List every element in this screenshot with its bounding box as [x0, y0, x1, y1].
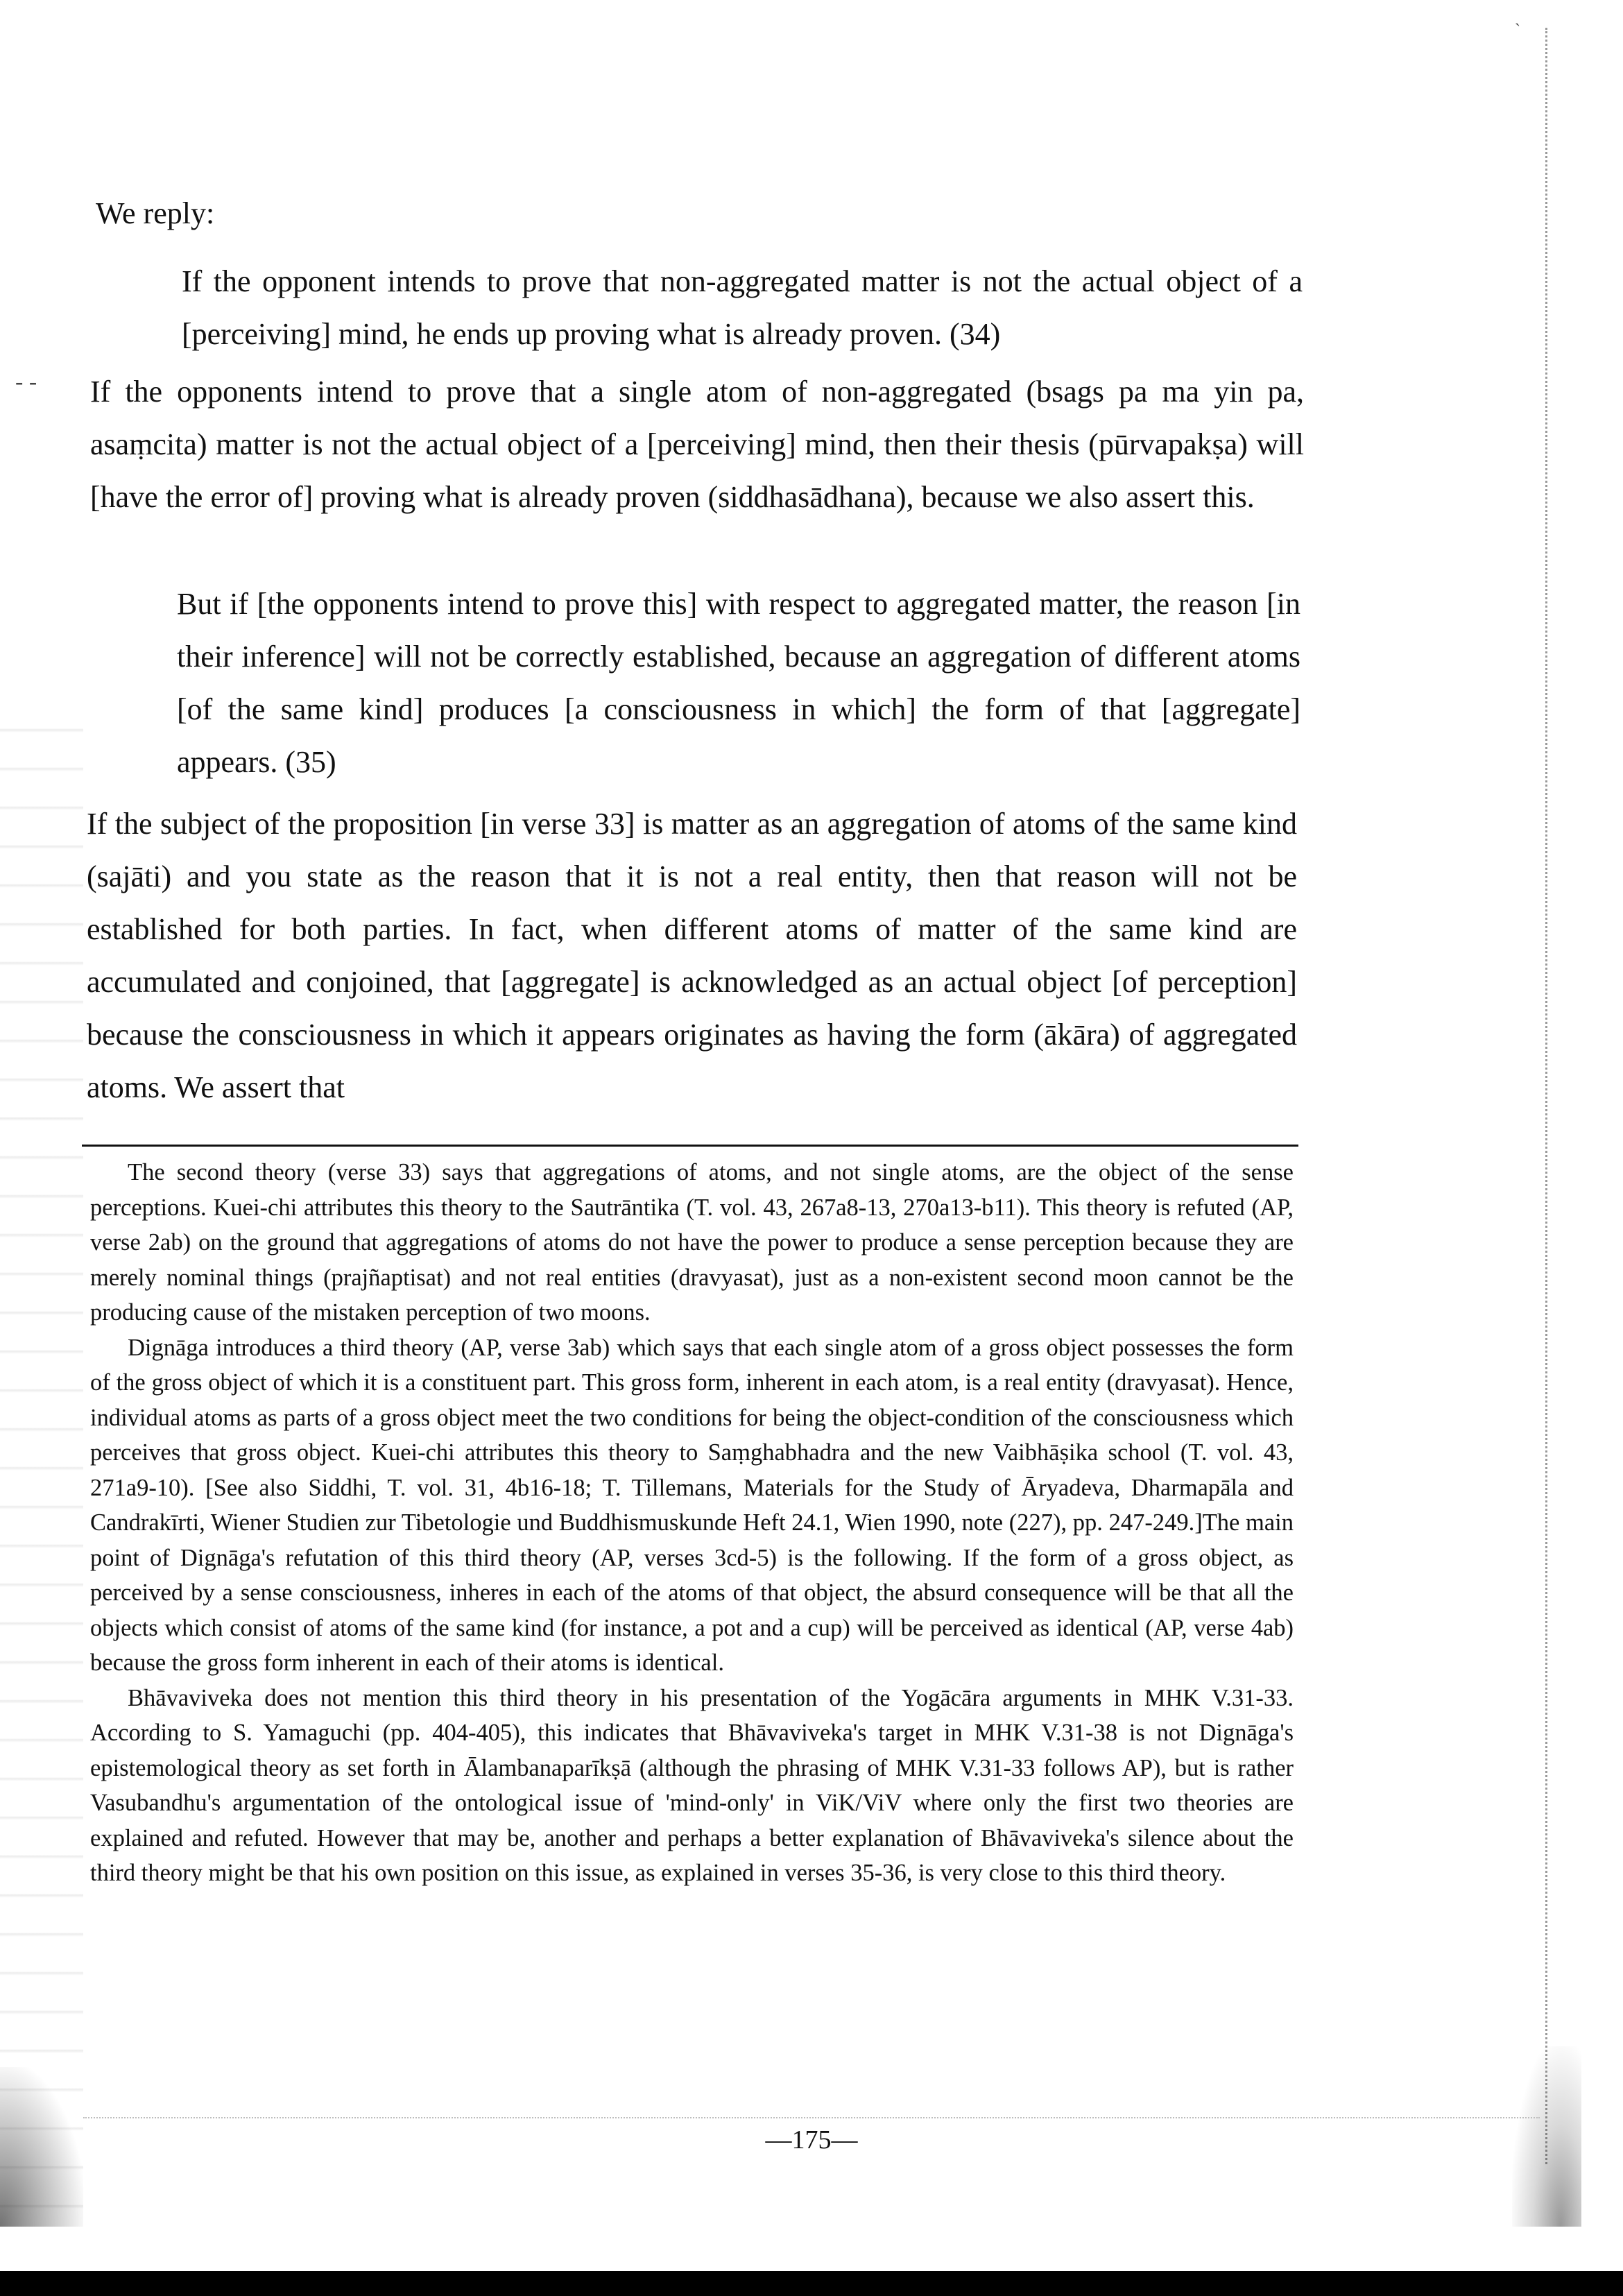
scan-dotted-line — [83, 2117, 1540, 2118]
verse-34: If the opponent intends to prove that non-aggregated matter is not the actual object of a [perceiving] mind, he ends up proving what is already proven. (34) — [182, 264, 1303, 351]
footnote-paragraph: Dignāga introduces a third theory (AP, verse 3ab) which says that each single atom of a gross object possesses the form of the gross object of which it is a constituent part. This gross form, inherent in each atom, is a real entity (dravyasat). Hence, individual atoms as parts of a gross object meet the two conditions for being the object-condition of the consciousness which perceives that gross object. Kuei-chi attributes this theory to Saṃghabhadra and the new Vaibhāṣika school (T. vol. 43, 271a9-10). [See also Siddhi, T. vol. 31, 4b16-18; T. Tillemans, Materials for the Study of Āryadeva, Dharmapāla and Candrakīrti, Wiener Studien zur Tibetologie und Buddhismuskunde Heft 24.1, Wien 1990, note (227), pp. 247-249.]The main point of Dignāga's refutation of this third theory (AP, verses 3cd-5) is the following. If the form of a gross object, as perceived by a sense consciousness, inheres in each of the atoms of that object, the absurd consequence will be that all the objects which consist of atoms of the same kind (for instance, a pot and a cup) will be perceived as identical (AP, verse 4ab) because the gross form inherent in each of their atoms is identical. — [90, 1334, 1294, 1676]
page-number: —175— — [765, 2125, 858, 2154]
commentary-35: If the subject of the proposition [in verse 33] is matter as an aggregation of atoms of the same kind (sajāti) and you state as the reason that it is not a real entity, then that reason will not be established for both parties. In fact, when different atoms of matter of the same kind are accumulated and conjoined, that [aggregate] is acknowledged as an actual object [of perception] because the consciousness in which it appears originates as having the form (ākāra) of aggregated atoms. We assert that — [87, 807, 1297, 1104]
footnote-separator-rule — [82, 1145, 1298, 1147]
reply-heading: We reply: — [96, 196, 215, 230]
scan-edge-artifact-left — [0, 694, 83, 2220]
footnote-paragraph: The second theory (verse 33) says that aggregations of atoms, and not single atoms, are the object of the sense perceptions. Kuei-chi attributes this theory to the Sautrāntika (T. vol. 43, 267a8-13, 270a13-b11). This theory is refuted (AP, verse 2ab) on the ground that aggregations of atoms do not have the power to produce a sense perception because they are merely nominal things (prajñaptisat) and not real entities (dravyasat), just as a non-existent second moon cannot be the producing cause of the mistaken perception of two moons. — [90, 1159, 1294, 1326]
scan-bottom-border — [0, 2271, 1623, 2296]
footnotes — [90, 1155, 1294, 1891]
margin-dash-mark: - - — [15, 369, 37, 395]
verse-35: But if [the opponents intend to prove this] with respect to aggregated matter, the reason [in their inference] will not be correctly established, because an aggregation of different atoms [of the same kind] produces [a consciousness in which] the form of that [aggregate] appears. (35) — [177, 587, 1300, 779]
scan-edge-artifact-right — [1541, 28, 1547, 2164]
commentary-34: If the opponents intend to prove that a single atom of non-aggregated (bsags pa ma yin pa, asaṃcita) matter is not the actual object of a [perceiving] mind, then their thesis (pūrvapakṣa) will [have the error of] proving what is already proven (siddhasādhana), because we also assert this. — [90, 375, 1304, 514]
margin-tick-mark: ˎ — [1515, 8, 1520, 26]
footnote-paragraph: Bhāvaviveka does not mention this third theory in his presentation of the Yogācāra arguments in MHK V.31-33. According to S. Yamaguchi (pp. 404-405), this indicates that Bhāvaviveka's target in MHK V.31-38 is not Dignāga's epistemological theory as set forth in Ālambanaparīkṣā (although the phrasing of MHK V.31-33 follows AP), but is rather Vasubandhu's argumentation of the ontological issue of 'mind-only' in ViK/ViV where only the first two theories are explained and refuted. However that may be, another and perhaps a better explanation of Bhāvaviveka's silence about the third theory might be that his own position on this issue, as explained in verses 35-36, is very close to this third theory. — [90, 1684, 1294, 1886]
